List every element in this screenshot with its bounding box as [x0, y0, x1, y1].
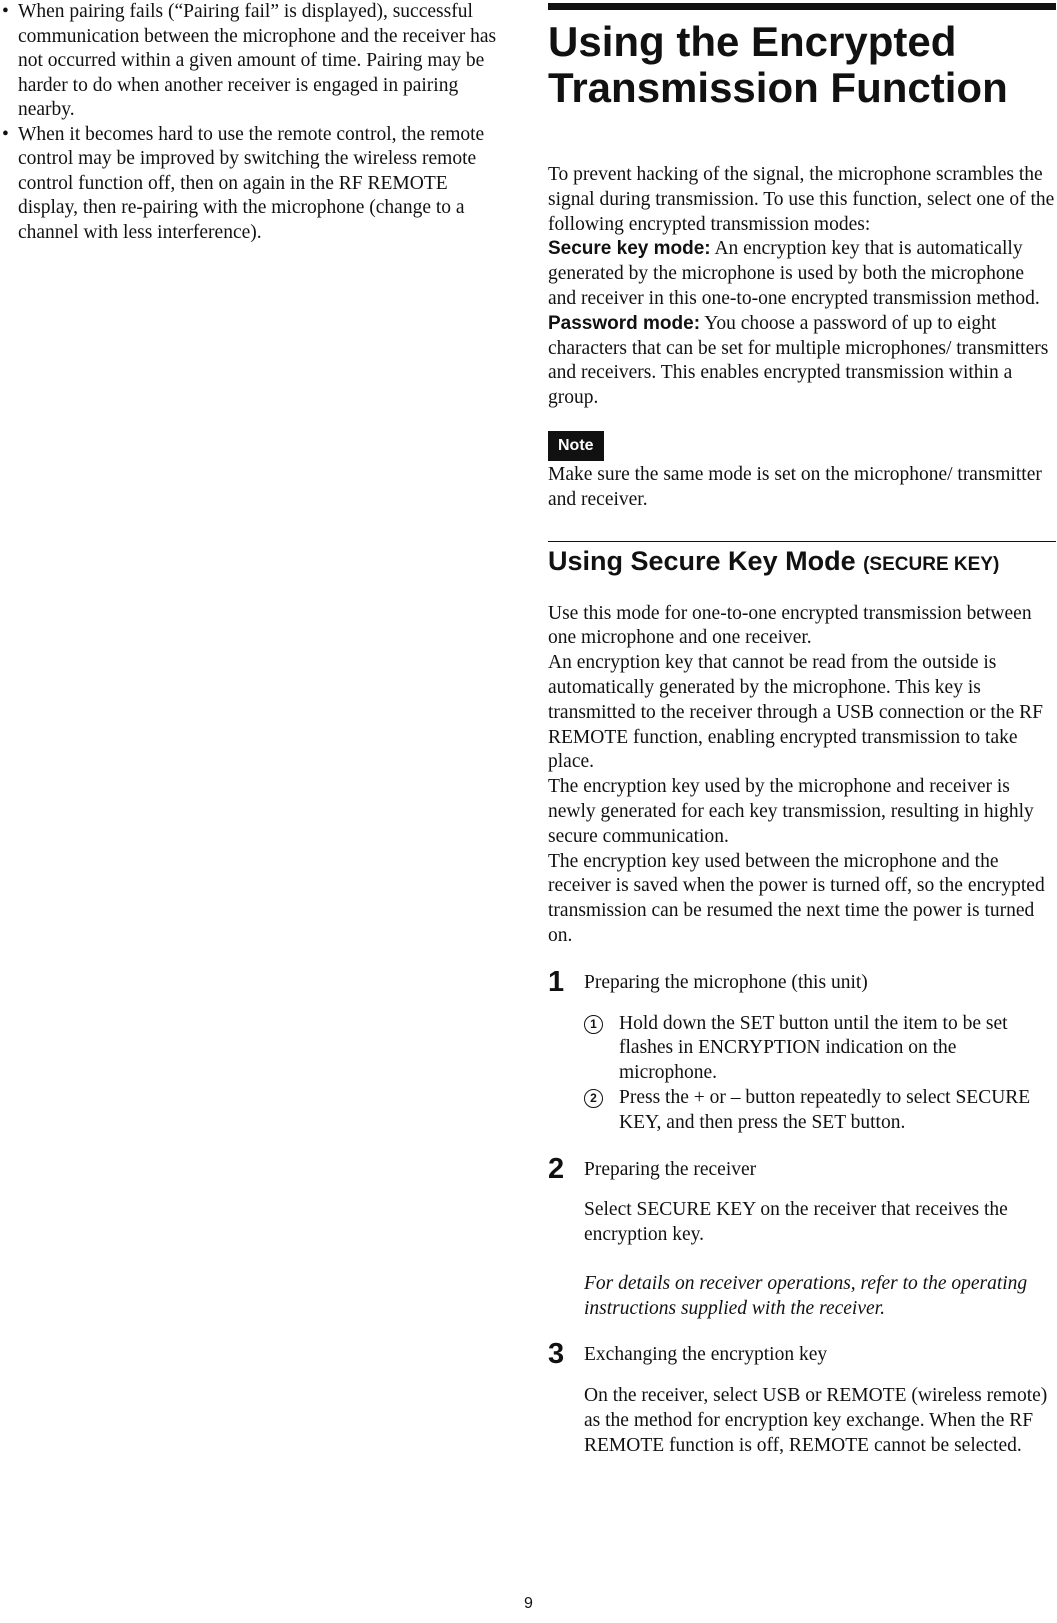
subsection-title	[548, 544, 1056, 582]
mode-secure-key	[548, 237, 1056, 311]
paragraph-key-saved: The encryption key used between the microphone and the receiver is saved when the power is turned off, so the encrypted transmission can be resumed the next time the power is turned on.	[548, 850, 1045, 946]
bullet-list	[0, 0, 510, 245]
substep-text: Press the + or – button repeatedly to select SECURE KEY, and then press the SET button.	[619, 1086, 1031, 1133]
step-number: 3	[548, 1338, 565, 1371]
subsection-title-paren: (SECURE KEY)	[863, 553, 1000, 575]
substep-list	[584, 1012, 1056, 1136]
step-number: 2	[548, 1152, 565, 1185]
subsection-title-main: Using Secure Key Mode	[548, 545, 856, 576]
circled-number-icon: 1	[584, 1015, 603, 1034]
section-top-rule	[548, 3, 1056, 10]
step-3	[548, 1338, 1056, 1458]
right-column	[548, 0, 1056, 1459]
step-title: Preparing the receiver	[584, 1158, 757, 1180]
mode-secure-key-text: An encryption key that is automatically generated by the microphone is used by both the microphone and receiver in this one-to-one encrypted transmission method.	[548, 238, 1040, 309]
step-body: Select SECURE KEY on the receiver that receives the encryption key.	[584, 1199, 1008, 1246]
note-text: Make sure the same mode is set on the microphone/ transmitter and receiver.	[548, 463, 1042, 510]
intro-paragraph: To prevent hacking of the signal, the microphone scrambles the signal during transmission. To use this function, select one of the following encrypted transmission modes:	[548, 164, 1055, 235]
circled-number-icon: 2	[584, 1089, 603, 1108]
mode-secure-key-label: Secure key mode:	[548, 238, 711, 260]
paragraph-one-to-one: Use this mode for one-to-one encrypted transmission between one microphone and one receiver.	[548, 602, 1032, 649]
step-italic-note: For details on receiver operations, refer to the operating instructions supplied with the receiver.	[584, 1272, 1028, 1319]
substep-1	[584, 1012, 1056, 1086]
mode-password-text: You choose a password of up to eight characters that can be set for multiple microphones/ transmitters and receivers. This enables encrypted transmission within a group.	[548, 312, 1049, 409]
substep-text: Hold down the SET button until the item to be set flashes in ENCRYPTION indication on the microphone.	[619, 1012, 1008, 1084]
page-number: 9	[524, 1595, 533, 1612]
subsection-paragraphs	[548, 602, 1056, 949]
note-badge: Note	[548, 431, 604, 461]
step-body: On the receiver, select USB or REMOTE (wireless remote) as the method for encryption key exchange. When the RF REMOTE function is off, REMOTE cannot be selected.	[584, 1385, 1048, 1456]
mode-password-label: Password mode:	[548, 312, 701, 334]
step-title: Exchanging the encryption key	[584, 1344, 828, 1366]
subsection-rule	[548, 541, 1056, 542]
section-title: Using the Encrypted Transmission Function	[548, 18, 1008, 111]
left-column	[0, 0, 510, 245]
substep-2	[584, 1086, 1056, 1136]
paragraph-key-generation: An encryption key that cannot be read from the outside is automatically generated by the microphone. This key is transmitted to the receiver through a USB connection or the RF REMOTE function, enabling encrypted transmission to take place.	[548, 652, 1043, 773]
step-number: 1	[548, 965, 565, 998]
step-1	[548, 965, 1056, 1136]
step-title: Preparing the microphone (this unit)	[584, 971, 868, 993]
mode-password	[548, 312, 1056, 411]
bullet-item-pairing-fail: • When pairing fails (“Pairing fail” is displayed), successful communication between the microphone and the receiver has not occurred within a given amount of time. Pairing may be harder to do when another receiver is engaged in pairing nearby.	[0, 0, 510, 123]
bullet-item-remote-control: • When it becomes hard to use the remote control, the remote control may be improved by switching the wireless remote control function off, then on again in the RF REMOTE display, then re-pairing with the microphone (change to a channel with less interference).	[0, 123, 510, 246]
paragraph-key-renewal: The encryption key used by the microphone and receiver is newly generated for each key transmission, resulting in highly secure communication.	[548, 776, 1034, 847]
step-2	[548, 1152, 1056, 1322]
